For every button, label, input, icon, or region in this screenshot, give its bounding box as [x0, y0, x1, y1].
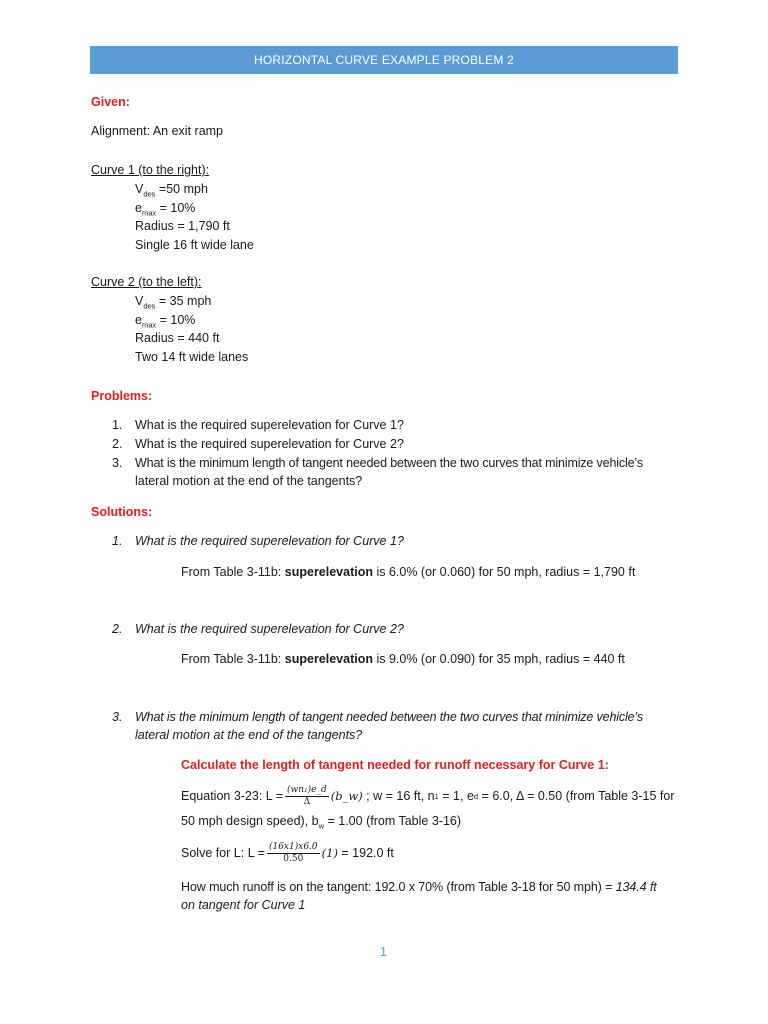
curve2-emax: $e_{max} = 10\%$	[135, 313, 196, 330]
problem-1-text: What is the required superelevation for Curve 1?	[135, 418, 404, 432]
curve1-title: Curve 1 (to the right):	[91, 163, 210, 177]
solution-3-number: 3.	[112, 710, 123, 724]
problem-3-text-line1: What is the minimum length of tangent needed between the two curves that minimize vehicle’s	[135, 456, 643, 470]
solution-2-number: 2.	[112, 622, 123, 636]
problem-3-text-line2: lateral motion at the end of the tangents?	[135, 474, 363, 488]
page-number: 1	[380, 945, 387, 959]
calc-heading: Calculate the length of tangent needed for runoff necessary for Curve 1:	[181, 758, 609, 772]
runoff-text: How much runoff is on the tangent: 192.0 x 70% (from Table 3-18 for 50 mph) = 134.4 ft	[181, 880, 657, 894]
runoff-text-line2: on tangent for Curve 1	[181, 898, 306, 912]
solution-2-answer: From Table 3-11b: superelevation is 9.0% (or 0.090) for 35 mph, radius = 440 ft	[181, 652, 625, 666]
curve1-emax: $e_{max} = 10\%$	[135, 201, 196, 218]
curve1-lane: Single 16 ft wide lane	[135, 238, 254, 252]
page-title: HORIZONTAL CURVE EXAMPLE PROBLEM 2	[254, 53, 514, 67]
equation-fraction: $\frac{\text{(wn₁)e\_d}}{\Delta}$	[287, 784, 327, 807]
solution-3-question-line2: lateral motion at the end of the tangents?	[135, 728, 363, 742]
equation-3-23: Equation 3-23: L = $\frac{\text{(wn₁)e\_d}}{\Delta}$ (b_w) ; w = 16 ft, n 1 = 1, e d = 6.0, Δ = 0.50 (from Table 3-15 for	[181, 784, 675, 807]
solution-2-question: What is the required superelevation for Curve 2?	[135, 622, 404, 636]
problem-2-text: What is the required superelevation for Curve 2?	[135, 437, 404, 451]
curve2-radius: Radius = 440 ft	[135, 331, 220, 345]
problem-2-number: 2.	[112, 437, 123, 451]
solution-1-number: 1.	[112, 534, 123, 548]
given-heading: Given:	[91, 95, 130, 109]
problem-1-number: 1.	[112, 418, 123, 432]
equation-3-23-line2: 50 mph design speed), $b_w = 1.00$ (from Table 3-16)	[181, 814, 462, 831]
solution-1-question: What is the required superelevation for Curve 1?	[135, 534, 404, 548]
alignment-text: Alignment: An exit ramp	[91, 124, 224, 138]
solve-fraction: $\frac{(16x1)x6.0}{0.50}$	[268, 841, 318, 864]
curve2-lane: Two 14 ft wide lanes	[135, 350, 249, 364]
curve1-vdes: $V_{des} =50$ mph	[135, 182, 208, 199]
solutions-heading: Solutions:	[91, 505, 153, 519]
solution-1-answer: From Table 3-11b: superelevation is 6.0% (or 0.060) for 50 mph, radius = 1,790 ft	[181, 565, 636, 579]
curve2-vdes: $V_{des} = 35$ mph	[135, 294, 212, 311]
solve-for-L: Solve for L: L = $\frac{(16x1)x6.0}{0.50}$ (1) = 192.0 ft	[181, 841, 394, 864]
page-header-banner	[90, 46, 678, 74]
problem-3-number: 3.	[112, 456, 123, 470]
curve1-radius: Radius = 1,790 ft	[135, 219, 230, 233]
solution-3-question-line1: What is the minimum length of tangent needed between the two curves that minimize vehicle’s	[135, 710, 643, 724]
curve2-title: Curve 2 (to the left):	[91, 275, 202, 289]
problems-heading: Problems:	[91, 389, 153, 403]
